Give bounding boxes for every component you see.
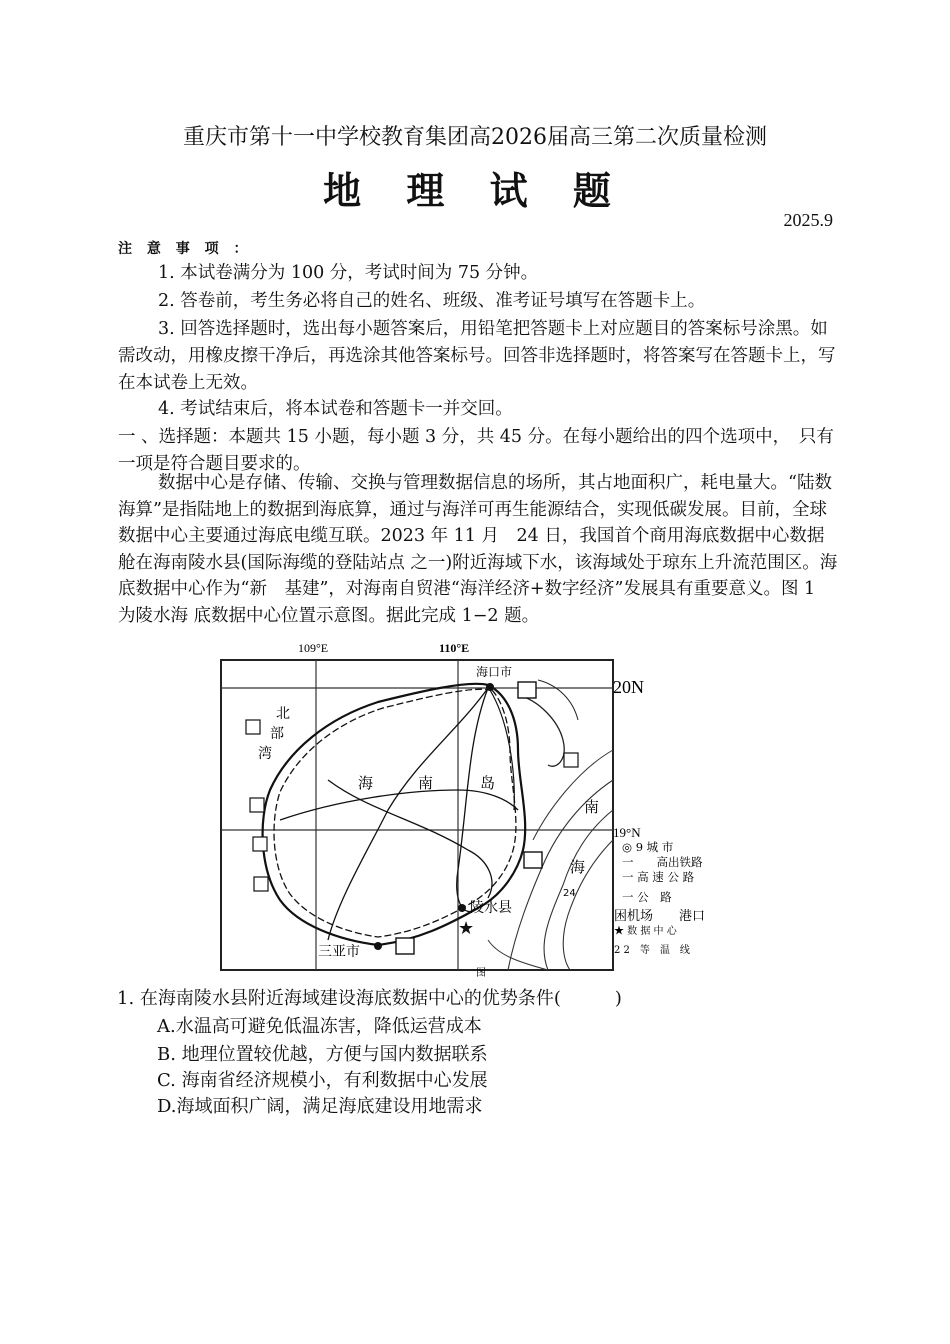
sanya-label: 三亚市	[318, 944, 360, 960]
beibu-label-1: 北	[276, 706, 290, 722]
question-1-option-a[interactable]: A.水温高可避免低温冻害，降低运营成本	[157, 1016, 482, 1037]
beibu-label-2: 部	[270, 726, 284, 742]
port-icon	[564, 753, 578, 767]
port-icon	[250, 798, 264, 812]
isotherm-5	[488, 940, 548, 970]
map-svg	[218, 640, 738, 980]
notice-item-3: 3. 回答选择题时，选出每小题答案后，用铅笔把答题卡上对应题目的答案标号涂黑。如需改动，用橡皮擦干净后，再选涂其他答案标号。回答非选择题时，将答案写在答题卡上，写在本试卷上无效。	[118, 319, 836, 393]
isotherm-value-label: 24	[563, 888, 576, 899]
beibu-label-3: 湾	[258, 746, 272, 762]
legend-city: ◎ 9 城 市	[622, 840, 674, 854]
question-1-stem: 1. 在海南陵水县附近海域建设海底数据中心的优势条件( )	[117, 988, 622, 1009]
city-marker-sanya	[374, 942, 382, 950]
lat-19-label: 19°N	[613, 825, 641, 840]
ne-coast	[518, 695, 564, 766]
question-1-option-b[interactable]: B. 地理位置较优越，方便与国内数据联系	[157, 1044, 488, 1065]
nanhai-label-2: 海	[570, 858, 586, 876]
figure-caption: 图	[476, 968, 486, 979]
haikou-label: 海口市	[476, 665, 513, 679]
legend-rail: 一 高出铁路	[622, 855, 703, 869]
question-1-option-c[interactable]: C. 海南省经济规模小，有利数据中心发展	[157, 1070, 488, 1091]
section-intro: 一 、选择题：本题共 15 小题，每小题 3 分，共 45 分。在每小题给出的四个选项中， 只有一项是符合题目要求的。	[118, 427, 834, 474]
city-marker-lingshui	[458, 904, 466, 912]
road-2	[457, 688, 488, 912]
nan-label: 南	[418, 774, 434, 792]
legend-datacenter: ★ 数 据 中 心	[614, 926, 677, 937]
map-legend	[614, 840, 705, 956]
airport-icon	[524, 852, 542, 868]
city-marker-haikou	[486, 683, 494, 691]
lon-110-label: 110°E	[439, 641, 470, 655]
legend-road: 一 公 路	[622, 890, 672, 904]
port-icon	[254, 877, 268, 891]
notice-item-4: 4. 考试结束后，将本试卷和答题卡一并交回。	[158, 399, 513, 419]
notice-item-2: 2. 答卷前，考生务必将自己的姓名、班级、准考证号填写在答题卡上。	[158, 291, 706, 311]
airport-icon	[518, 682, 536, 698]
nanhai-label-1: 南	[584, 798, 600, 816]
lat-20-label: 20N	[613, 677, 644, 697]
road-4	[328, 780, 492, 898]
notice-item-1: 1. 本试卷满分为 100 分，考试时间为 75 分钟。	[158, 263, 539, 283]
port-icon	[253, 837, 267, 851]
lon-109-label: 109°E	[298, 641, 329, 655]
legend-airport-port: 困机场 港口	[614, 909, 706, 924]
hai-label: 海	[358, 774, 374, 792]
exam-header-title: 重庆市第十一中学校教育集团高2026届高三第二次质量检测	[183, 125, 767, 150]
passage-text: 数据中心是存储、传输、交换与管理数据信息的场所，其占地面积广，耗电量大。“陆数海算”是指陆地上的数据到海底算，通过与海洋可再生能源结合，实现低碳发展。目前，全球数据中心主要通过海底电缆互联。2023 年 11 月 24 日，我国首个商用海底数据中心数据舱在海南陵水县(国际海缆的登陆站点 之一)附近海域下水，该海域处于琼东上升流范围区。海底数据中心作为“新 基建”，对海南自贸港“海洋经济+数字经济”发展具有重要意义。图 1 为陵水海 底数据中心位置示意图。据此完成 1−2 题。	[118, 473, 838, 626]
legend-expressway: 一 高 速 公 路	[622, 870, 695, 884]
subject-title: 地 理 试 题	[323, 169, 627, 213]
dao-label: 岛	[480, 774, 496, 792]
port-icon	[246, 720, 260, 734]
datacenter-star-icon: ★	[458, 918, 475, 939]
airport-icon	[396, 938, 414, 954]
question-1-option-d[interactable]: D.海域面积广阔，满足海底建设用地需求	[157, 1096, 483, 1117]
ne-contour	[538, 680, 578, 720]
notice-heading: 注 意 事 项 ：	[118, 241, 253, 257]
hainan-map-figure	[218, 640, 738, 980]
legend-isotherm: 2 2 等 温 线	[614, 945, 690, 956]
lingshui-label: 陵水县	[470, 900, 512, 916]
exam-date: 2025.9	[783, 210, 833, 230]
